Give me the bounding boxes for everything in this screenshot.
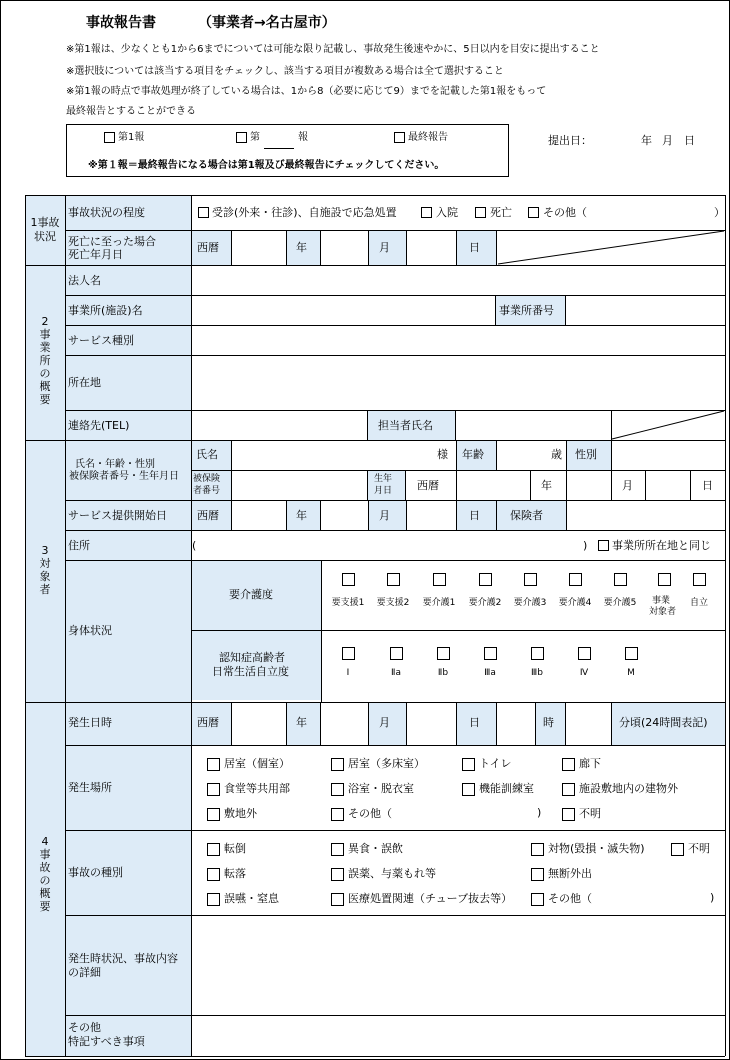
birth-seireki: 西暦: [417, 479, 439, 492]
kind-option-1: 異食・誤飲: [348, 842, 403, 855]
document-subtitle: （事業者→名古屋市）: [198, 15, 336, 31]
kind-option-3: 不明: [688, 842, 710, 855]
note-2: ※選択肢については該当する項目をチェックし、該当する項目が複数ある場合は全て選択すること: [66, 66, 504, 77]
death-month: 月: [379, 241, 390, 254]
kind-checkbox-4[interactable]: [207, 868, 220, 881]
degree-hospital-label: 入院: [436, 206, 458, 219]
place-checkbox-4[interactable]: [207, 783, 220, 796]
care-level-checkbox-1[interactable]: [387, 573, 400, 586]
office-no-label: 事業所番号: [499, 304, 554, 317]
note-3: ※第1報の時点で事故処理が終了している場合は、1から8（必要に応じて9）までを記載した第1報をもって: [66, 86, 547, 97]
person-label: 担当者氏名: [378, 419, 433, 432]
occurred-year: 年: [296, 716, 307, 729]
death-seireki: 西暦: [197, 241, 219, 254]
detail-label-1: 発生時状況、事故内容: [68, 952, 178, 965]
submit-month: 月: [662, 134, 673, 147]
office-label: 事業所(施設)名: [68, 304, 143, 317]
place-checkbox-10[interactable]: [562, 808, 575, 821]
address-label: 所在地: [68, 376, 101, 389]
kind-option-7: 誤嚥・窒息: [224, 892, 279, 905]
corp-label: 法人名: [68, 274, 101, 287]
place-label: 発生場所: [68, 781, 112, 794]
death-day: 日: [469, 241, 480, 254]
subject-sai: 歳: [551, 448, 562, 461]
degree-death-checkbox[interactable]: [475, 207, 486, 218]
degree-other-close: ）: [714, 206, 725, 219]
care-level-checkbox-6[interactable]: [614, 573, 627, 586]
dementia-checkbox-3[interactable]: [484, 647, 497, 660]
dementia-checkbox-4[interactable]: [531, 647, 544, 660]
kind-option-8: 医療処置関連（チューブ抜去等）: [348, 892, 513, 905]
final-report-label: 最終報告: [408, 132, 448, 143]
nth-report-suffix: 報: [298, 132, 308, 143]
note-4: 最終報告とすることができる: [66, 106, 196, 117]
care-level-checkbox-8[interactable]: [693, 573, 706, 586]
kind-checkbox-1[interactable]: [331, 843, 344, 856]
kind-option-0: 転倒: [224, 842, 246, 855]
dementia-label-6: M: [627, 668, 635, 678]
insured-label-1: 被保険: [193, 474, 221, 484]
dementia-label-1: Ⅱa: [391, 668, 401, 678]
kind-checkbox-2[interactable]: [531, 843, 544, 856]
dementia-label-0: Ⅰ: [346, 668, 350, 678]
final-report-checkbox[interactable]: [394, 132, 405, 143]
subject-name-label: 氏名: [196, 448, 218, 461]
occurred-day: 日: [469, 716, 480, 729]
care-level-label-8: 自立: [689, 598, 708, 608]
care-level-label-2: 要介護1: [422, 598, 456, 608]
submit-year: 年: [641, 134, 652, 147]
dementia-label-5: Ⅳ: [579, 668, 589, 678]
care-level-checkbox-5[interactable]: [569, 573, 582, 586]
kind-checkbox-3[interactable]: [671, 843, 684, 856]
care-level-label-0: 要支援1: [331, 598, 365, 608]
kind-option-2: 対物(毀損・滅失物): [548, 842, 645, 855]
place-option-9: その他（: [348, 807, 392, 820]
place-checkbox-7[interactable]: [562, 783, 575, 796]
start-day: 日: [469, 509, 480, 522]
insurer-label: 保険者: [510, 509, 543, 522]
death-label-2: 死亡年月日: [68, 248, 123, 261]
place-checkbox-0[interactable]: [207, 758, 220, 771]
dementia-checkbox-5[interactable]: [578, 647, 591, 660]
section-4-label: 4事故の概要: [39, 835, 51, 913]
start-year: 年: [296, 509, 307, 522]
degree-consult-label: 受診(外来・往診)、自施設で応急処置: [212, 206, 397, 219]
dementia-label-1: 認知症高齢者: [219, 651, 285, 664]
place-option-8: 敷地外: [224, 807, 257, 820]
occurred-label: 発生日時: [68, 716, 112, 729]
tel-strike: [611, 410, 725, 440]
other-label-1: その他: [68, 1021, 101, 1034]
care-level-label: 要介護度: [229, 588, 273, 601]
subject-sex-label: 性別: [575, 448, 597, 461]
tel-label: 連絡先(TEL): [68, 419, 130, 432]
place-option-3: 廊下: [579, 757, 601, 770]
occurred-month: 月: [379, 716, 390, 729]
subject-head-1: 氏名・年齢・性別: [75, 459, 155, 470]
birth-day: 日: [702, 479, 713, 492]
birth-label-1: 生年: [374, 474, 393, 484]
place-option-5: 浴室・脱衣室: [348, 782, 414, 795]
subject-head-2: 被保険者番号・生年月日: [69, 471, 179, 482]
place-checkbox-5[interactable]: [331, 783, 344, 796]
care-level-label-4: 要介護3: [513, 598, 547, 608]
care-level-checkbox-4[interactable]: [524, 573, 537, 586]
birth-month: 月: [622, 479, 633, 492]
kind-option-6: 無断外出: [548, 867, 592, 880]
occurred-minute: 分頃(24時間表記): [619, 716, 708, 729]
kind-option-9: その他（: [548, 892, 592, 905]
subject-address-label: 住所: [68, 539, 90, 552]
dementia-label-2: Ⅱb: [437, 668, 449, 678]
first-report-checkbox[interactable]: [104, 132, 115, 143]
service-label: サービス種別: [68, 334, 134, 347]
submit-day: 日: [684, 134, 695, 147]
note-1: ※第1報は、少なくとも1から6までについては可能な限り記載し、事故発生後速やかに、5日以内を目安に提出すること: [66, 44, 600, 55]
care-level-label-1: 要支援2: [376, 598, 410, 608]
section-2-label: 2事業所の概要: [39, 315, 51, 406]
care-level-label-5: 要介護4: [558, 598, 592, 608]
place-checkbox-8[interactable]: [207, 808, 220, 821]
kind-checkbox-6[interactable]: [531, 868, 544, 881]
care-level-label-7-b: 対象者: [649, 607, 677, 617]
other-label-2: 特記すべき事項: [68, 1035, 145, 1048]
place-option-2: トイレ: [479, 757, 512, 770]
place-option-6: 機能訓練室: [479, 782, 534, 795]
care-level-label-3: 要介護2: [468, 598, 502, 608]
birth-year: 年: [541, 479, 552, 492]
place-option-10: 不明: [579, 807, 601, 820]
birth-label-2: 月日: [374, 486, 393, 496]
care-level-label-7: 事業: [652, 596, 671, 606]
degree-other-label: その他（: [543, 206, 587, 219]
place-option-4: 食堂等共用部: [224, 782, 290, 795]
subject-address-open: (: [192, 539, 197, 552]
kind-option-5: 誤薬、与薬もれ等: [348, 867, 436, 880]
detail-label-2: の詳細: [68, 966, 101, 979]
kind-checkbox-8[interactable]: [331, 893, 344, 906]
place-checkbox-6[interactable]: [462, 783, 475, 796]
start-month: 月: [379, 509, 390, 522]
nth-report-number-line[interactable]: [264, 148, 294, 149]
dementia-label-2: 日常生活自立度: [212, 665, 289, 678]
subject-address-close: ): [583, 539, 588, 552]
care-level-checkbox-0[interactable]: [342, 573, 355, 586]
dementia-label-3: Ⅲa: [484, 668, 496, 678]
care-level-checkbox-2[interactable]: [433, 573, 446, 586]
degree-consult-checkbox[interactable]: [198, 207, 209, 218]
place-option-7: 施設敷地内の建物外: [579, 782, 678, 795]
insured-label-2: 者番号: [193, 486, 221, 496]
dementia-checkbox-0[interactable]: [342, 647, 355, 660]
nth-report-checkbox[interactable]: [236, 132, 247, 143]
death-label-1: 死亡に至った場合: [68, 235, 156, 248]
same-address-checkbox[interactable]: [598, 540, 609, 551]
section-3-label: 3対象者: [39, 544, 51, 596]
degree-label: 事故状況の程度: [68, 206, 145, 219]
place-other-close: ): [537, 806, 542, 819]
dementia-checkbox-6[interactable]: [625, 647, 638, 660]
same-address-label: 事業所所在地と同じ: [612, 539, 711, 552]
kind-checkbox-5[interactable]: [331, 868, 344, 881]
occurred-seireki: 西暦: [197, 716, 219, 729]
degree-other-checkbox[interactable]: [528, 207, 539, 218]
submit-date-label: 提出日：: [548, 134, 592, 147]
kind-other-close: ): [710, 891, 715, 904]
place-checkbox-1[interactable]: [331, 758, 344, 771]
place-checkbox-9[interactable]: [331, 808, 344, 821]
dementia-label-4: Ⅲb: [531, 668, 543, 678]
place-option-0: 居室（個室）: [224, 757, 290, 770]
start-date-label: サービス提供開始日: [68, 509, 167, 522]
section-1-label: 1事故状況: [30, 216, 60, 243]
nth-report-prefix: 第: [250, 132, 260, 143]
degree-death-label: 死亡: [490, 206, 512, 219]
document-title: 事故報告書: [86, 15, 156, 31]
subject-age-label: 年齢: [462, 448, 484, 461]
dementia-checkbox-2[interactable]: [437, 647, 450, 660]
care-level-checkbox-7[interactable]: [658, 573, 671, 586]
start-seireki: 西暦: [197, 509, 219, 522]
place-option-1: 居室（多床室）: [348, 757, 425, 770]
first-report-label: 第1報: [118, 132, 145, 143]
kind-checkbox-7[interactable]: [207, 893, 220, 906]
degree-hospital-checkbox[interactable]: [421, 207, 432, 218]
care-level-label-6: 要介護5: [603, 598, 637, 608]
death-date-strike: [496, 230, 725, 265]
care-level-checkbox-3[interactable]: [479, 573, 492, 586]
occurred-hour: 時: [543, 716, 554, 729]
kind-checkbox-9[interactable]: [531, 893, 544, 906]
place-checkbox-3[interactable]: [562, 758, 575, 771]
final-report-note: ※第１報＝最終報告になる場合は第1報及び最終報告にチェックしてください。: [88, 160, 445, 171]
kind-option-4: 転落: [224, 867, 246, 880]
dementia-checkbox-1[interactable]: [390, 647, 403, 660]
kind-label: 事故の種別: [68, 866, 123, 879]
place-checkbox-2[interactable]: [462, 758, 475, 771]
body-label: 身体状況: [68, 624, 112, 637]
death-year: 年: [296, 241, 307, 254]
kind-checkbox-0[interactable]: [207, 843, 220, 856]
subject-sama: 様: [437, 448, 448, 461]
